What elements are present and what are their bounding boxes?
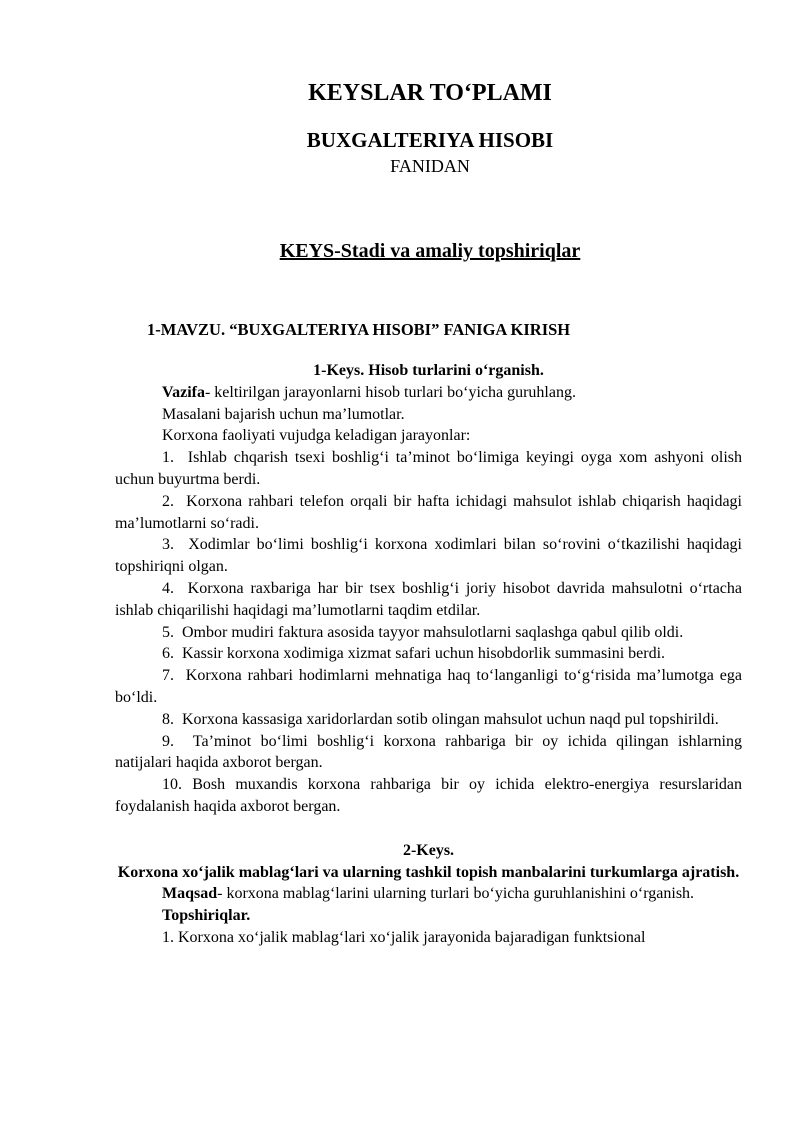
section-title: KEYS-Stadi va amaliy topshiriqlar bbox=[279, 240, 581, 262]
case-2-subheading: Korxona xo‘jalik mablag‘lari va ularning tashkil topish manbalarini turkumlarga ajratish. bbox=[117, 863, 740, 881]
task-text: - keltirilgan jarayonlarni hisob turlari bo‘yicha guruhlang. bbox=[204, 383, 576, 401]
list-item: 6. Kassir korxona xodimiga xizmat safari uchun hisobdorlik summasini berdi. bbox=[162, 645, 666, 663]
tasks-label-text: Topshiriqlar. bbox=[162, 907, 251, 925]
document-body bbox=[115, 360, 742, 949]
list-item: 9. Ta’minot bo‘limi boshlig‘i korxona rahbariga bir oy ichida qilingan ishlarning natijalari haqida axborot bergan. bbox=[115, 732, 742, 772]
list-item: 5. Ombor mudiri faktura asosida tayyor mahsulotlarni saqlashga qabul qilib oldi. bbox=[162, 623, 684, 641]
case-2-task-1: 1. Korxona xo‘jalik mablag‘lari xo‘jalik jarayonida bajaradigan funktsional bbox=[162, 928, 646, 946]
list-item: 7. Korxona rahbari hodimlarni mehnatiga haq to‘langanligi to‘g‘risida ma’lumotga ega bo‘ldi. bbox=[115, 667, 742, 706]
spacer bbox=[115, 818, 742, 840]
case-1-process-intro: Korxona faoliyati vujudga keladigan jarayonlar: bbox=[162, 427, 471, 445]
list-item: 2. Korxona rahbari telefon orqali bir hafta ichidagi mahsulot ishlab chiqarish haqidagi ma’lumotlarni so‘radi. bbox=[115, 492, 742, 532]
topic-heading: 1-MAVZU. “BUXGALTERIYA HISOBI” FANIGA KIRISH bbox=[147, 320, 571, 339]
case-2-heading: 2-Keys. bbox=[402, 841, 455, 859]
list-item: 8. Korxona kassasiga xaridorlardan sotib olingan mahsulot uchun naqd pul topshirildi. bbox=[162, 710, 719, 728]
subject-suffix: FANIDAN bbox=[390, 156, 470, 176]
list-item: 3. Xodimlar bo‘limi boshlig‘i korxona xodimlari bilan so‘rovini o‘tkazilishi haqidagi topshiriqni olgan. bbox=[115, 536, 742, 576]
list-item: 4. Korxona raxbariga har bir tsex boshlig‘i joriy hisobot davrida mahsulotni o‘rtacha ishlab chiqarilishi haqidagi ma’lumotlarni taqdim etdilar. bbox=[115, 579, 742, 619]
task-label: Vazifa bbox=[162, 383, 205, 401]
goal-label: Maqsad bbox=[162, 885, 218, 903]
document-title: KEYSLAR TO‘PLAMI bbox=[308, 80, 552, 106]
list-item: 10. Bosh muxandis korxona rahbariga bir oy ichida elektro-energiya resurslaridan foydalanish haqida axborot bergan. bbox=[115, 776, 742, 815]
case-1-heading: 1-Keys. Hisob turlarini o‘rganish. bbox=[313, 362, 544, 379]
list-item: 1. Ishlab chqarish tsexi boshlig‘i ta’minot bo‘limiga keyingi oyga xom ashyoni olish uchun buyurtma berdi. bbox=[115, 449, 742, 488]
case-1-data-intro: Masalani bajarish uchun ma’lumotlar. bbox=[162, 405, 405, 423]
subject-title: BUXGALTERIYA HISOBI bbox=[306, 128, 554, 152]
case-1-task bbox=[115, 382, 742, 404]
case-2-goal bbox=[115, 883, 742, 905]
case-2-tasks-label bbox=[115, 905, 742, 927]
goal-text: - korxona mablag‘larini ularning turlari bo‘yicha guruhlanishini o‘rganish. bbox=[217, 885, 695, 903]
